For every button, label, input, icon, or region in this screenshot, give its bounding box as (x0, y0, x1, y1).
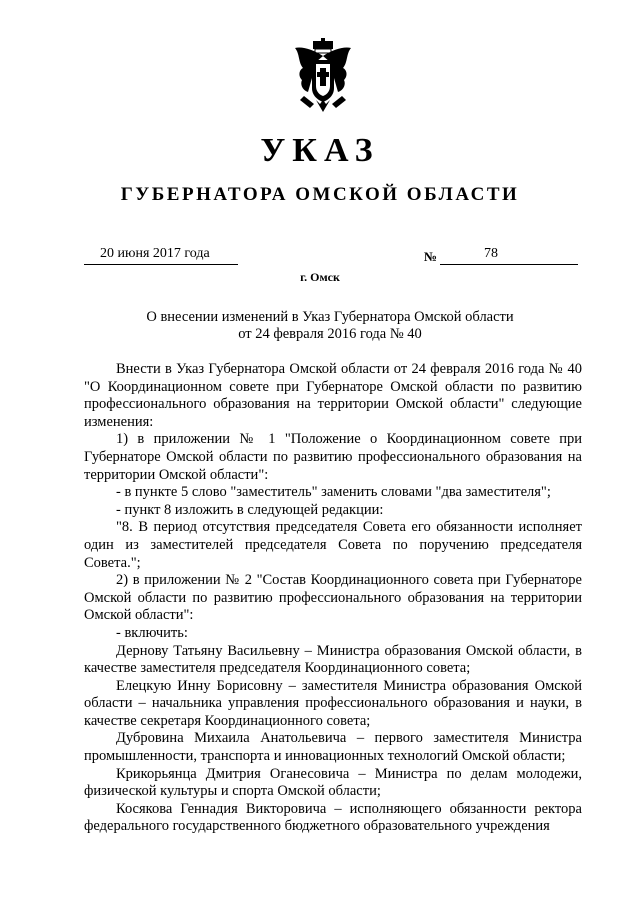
paragraph: - пункт 8 изложить в следующей редакции: (116, 501, 384, 518)
paragraph: Дубровина Михаила Анатольевича – первого заместителя Министра промышленности, транспорта и инновационных технологий Омской области; (84, 730, 582, 765)
document-title: УКАЗ (260, 132, 380, 169)
paragraph: 1) в приложении № 1 "Положение о Координационном совете при Губернаторе Омской области по развитию профессионального образования на территории Омской области": (84, 431, 582, 483)
paragraph: Елецкую Инну Борисовну – заместителя Министра образования Омской области – начальника управления профессионального образования и науки, в качестве секретаря Координационного совета; (84, 677, 582, 729)
document-date: 20 июня 2017 года (100, 246, 210, 261)
number-sign: № (424, 249, 438, 264)
paragraph: Крикорьянца Дмитрия Оганесовича – Министра по делам молодежи, физической культуры и спорта Омской области; (84, 765, 582, 800)
document-body (84, 361, 582, 836)
paragraph: Дернову Татьяну Васильевну – Министра образования Омской области, в качестве заместителя председателя Координационного совета; (84, 642, 582, 677)
document-issuer: ГУБЕРНАТОРА ОМСКОЙ ОБЛАСТИ (120, 184, 520, 205)
paragraph: "8. В период отсутствия председателя Совета его обязанности исполняет один из заместителей председателя Совета по поручению председателя Совета."; (84, 519, 582, 571)
city: г. Омск (300, 270, 340, 284)
subject-line-2: от 24 февраля 2016 года № 40 (238, 326, 422, 342)
paragraph: Косякова Геннадия Викторовича – исполняющего обязанности ректора федерального государственного бюджетного образовательного учреждения (84, 800, 582, 835)
paragraph: 2) в приложении № 2 "Состав Координационного совета при Губернаторе Омской области по развитию профессионального образования на территории Омской области": (84, 572, 582, 624)
number-field (440, 246, 578, 265)
document-number: 78 (484, 246, 498, 261)
date-field (84, 246, 238, 265)
paragraph: - в пункте 5 слово "заместитель" заменить словами "два заместителя"; (116, 484, 551, 501)
coat-of-arms-icon (292, 38, 354, 114)
document-subject (0, 309, 640, 343)
subject-line-1: О внесении изменений в Указ Губернатора Омской области (146, 309, 514, 325)
paragraph: Внести в Указ Губернатора Омской области от 24 февраля 2016 года № 40 "О Координационном совете при Губернаторе Омской области по развитию профессионального образования на территории Омской области" следующие изменения: (84, 361, 582, 430)
paragraph: - включить: (116, 624, 188, 641)
